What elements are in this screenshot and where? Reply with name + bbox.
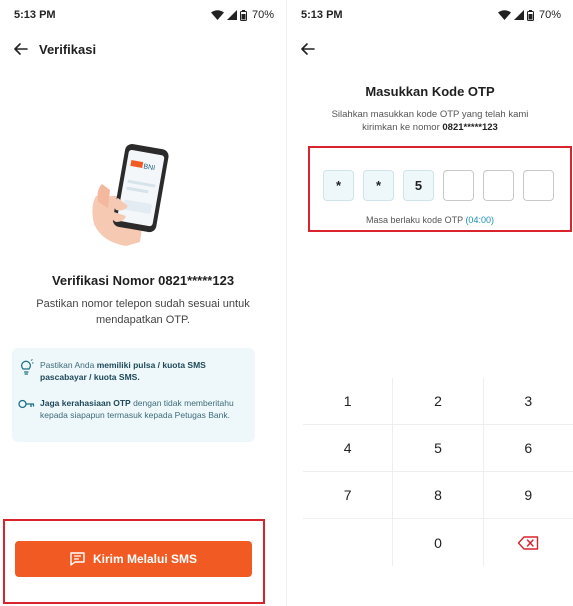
verification-heading: Verifikasi Nomor 0821*****123 [51, 273, 235, 288]
tip-text-post: dengan tidak memberitahu kepada siapapun termasuk kepada Petugas Bank. [40, 398, 234, 420]
keypad-row [303, 519, 573, 566]
back-button[interactable] [299, 40, 317, 58]
keypad-row [303, 472, 573, 519]
keypad-row [303, 425, 573, 472]
otp-digit-1[interactable]: * [323, 170, 354, 201]
battery-percent: 70% [251, 9, 274, 21]
status-time: 5:13 PM [301, 9, 343, 21]
signal-icon [227, 10, 237, 20]
send-sms-label: Kirim Melalui SMS [92, 552, 198, 566]
tip-text-bold: memiliki pulsa / kuota SMS pascabayar / kuota SMS. [40, 360, 206, 382]
tip-item-pulsa [18, 359, 247, 383]
tip-text-otp [40, 397, 247, 421]
key-1[interactable]: 1 [303, 378, 393, 425]
verification-screen [0, 0, 286, 606]
masked-phone-number: 0821*****123 [442, 122, 498, 133]
backspace-key[interactable] [484, 519, 573, 566]
validity-label: Masa berlaku kode OTP [366, 215, 463, 225]
key-0[interactable]: 0 [393, 519, 483, 566]
back-button[interactable] [12, 40, 30, 58]
status-icons [211, 9, 274, 21]
key-7[interactable]: 7 [303, 472, 393, 519]
wifi-icon [498, 10, 511, 20]
battery-percent: 70% [538, 9, 561, 21]
otp-digit-4[interactable] [443, 170, 474, 201]
app-bar [12, 38, 274, 60]
key-5[interactable]: 5 [393, 425, 483, 472]
otp-description-text: Silahkan masukkan kode OTP yang telah kami kirimkan ke nomor [331, 109, 529, 133]
status-icons [498, 9, 561, 21]
arrow-left-icon [14, 43, 28, 55]
verification-subtitle: Pastikan nomor telepon sudah sesuai untuk mendapatkan OTP. [36, 298, 250, 326]
send-sms-button[interactable] [15, 541, 252, 577]
key-empty [303, 519, 393, 566]
otp-digit-2[interactable]: * [363, 170, 394, 201]
tip-item-otp [18, 397, 247, 421]
tip-text-pulsa [40, 359, 247, 383]
phone-in-hand-illustration [88, 142, 180, 254]
battery-icon [527, 10, 534, 21]
otp-description [317, 108, 543, 134]
otp-digit-5[interactable] [483, 170, 514, 201]
otp-title: Masukkan Kode OTP [365, 84, 495, 99]
key-8[interactable]: 8 [393, 472, 483, 519]
arrow-left-icon [301, 43, 315, 55]
status-time: 5:13 PM [14, 9, 56, 21]
otp-validity [287, 215, 573, 225]
countdown-timer: (04:00) [465, 215, 494, 225]
key-9[interactable]: 9 [484, 472, 573, 519]
key-6[interactable]: 6 [484, 425, 573, 472]
otp-digit-3[interactable]: 5 [403, 170, 434, 201]
phone-brand-label: BNI [142, 163, 156, 173]
status-bar [14, 9, 274, 23]
wifi-icon [211, 10, 224, 20]
message-icon [70, 552, 85, 566]
otp-input-group [323, 170, 554, 201]
page-title: Verifikasi [39, 41, 97, 57]
battery-icon [240, 10, 247, 21]
key-2[interactable]: 2 [393, 378, 483, 425]
tips-panel [12, 348, 255, 442]
signal-icon [514, 10, 524, 20]
backspace-icon [517, 536, 539, 550]
tip-text-pre: Pastikan Anda [40, 360, 97, 370]
otp-screen [287, 0, 573, 606]
tip-text-bold: Jaga kerahasiaan OTP [40, 398, 131, 408]
key-3[interactable]: 3 [484, 378, 573, 425]
otp-digit-6[interactable] [523, 170, 554, 201]
lightbulb-icon [18, 359, 34, 375]
key-4[interactable]: 4 [303, 425, 393, 472]
numeric-keypad [303, 378, 573, 566]
status-bar [301, 9, 561, 23]
app-bar [299, 38, 561, 60]
keypad-row [303, 378, 573, 425]
key-icon [18, 398, 35, 410]
